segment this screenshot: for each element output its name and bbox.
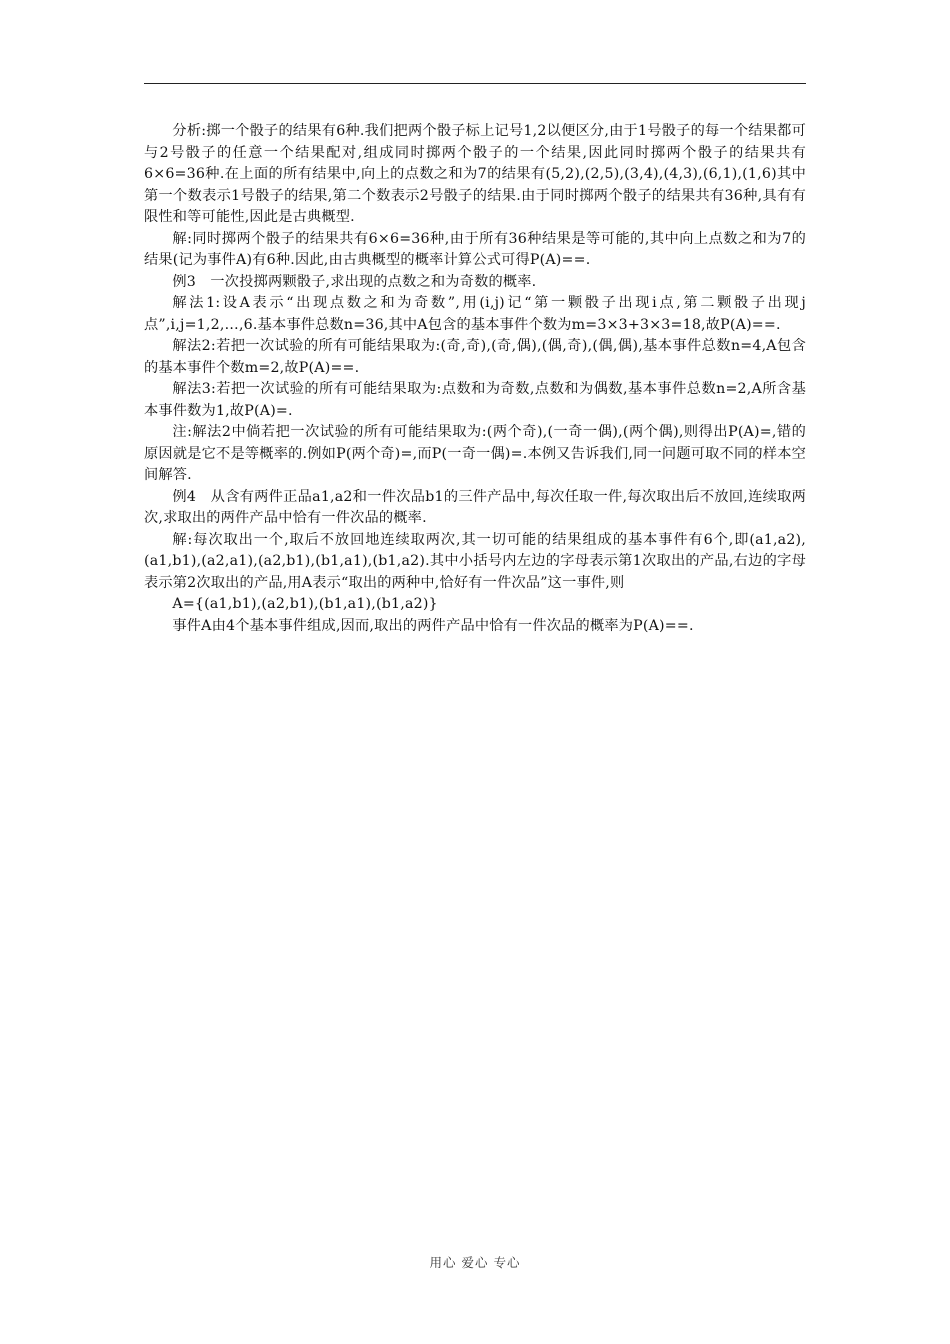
- paragraph-example-3: 例3 一次投掷两颗骰子,求出现的点数之和为奇数的概率.: [172, 273, 537, 290]
- paragraph-example-4-solution: 解:每次取出一个,取后不放回地连续取两次,其一切可能的结果组成的基本事件有6个,即(a1,a2),(a1,b1),(a2,a1),(a2,b1),(b1,a1),(b1,a2).其中小括号内左边的字母表示第1次取出的产品,右边的字母表示第2次取出的产品,用A表示“取出的两种中,恰好有一件次品”这一事件,则: [144, 531, 806, 591]
- paragraph-method-3: 解法3:若把一次试验的所有可能结果取为:点数和为奇数,点数和为偶数,基本事件总数n=2,A所含基本事件数为1,故P(A)=.: [144, 381, 806, 419]
- paragraph-analysis: 分析:掷一个骰子的结果有6种.我们把两个骰子标上记号1,2以便区分,由于1号骰子的每一个结果都可与2号骰子的任意一个结果配对,组成同时掷两个骰子的一个结果,因此同时掷两个骰子的结果共有6×6=36种.在上面的所有结果中,向上的点数之和为7的结果有(5,2),(2,5),(3,4),(4,3),(6,1),(1,6)其中第一个数表示1号骰子的结果,第二个数表示2号骰子的结果.由于同时掷两个骰子的结果共有36种,具有有限性和等可能性,因此是古典概型.: [144, 123, 806, 225]
- paragraph-conclusion: 事件A由4个基本事件组成,因而,取出的两件产品中恰有一件次品的概率为P(A)==.: [172, 617, 694, 634]
- document-body: [144, 121, 806, 637]
- paragraph-solution: 解:同时掷两个骰子的结果共有6×6=36种,由于所有36种结果是等可能的,其中向上点数之和为7的结果(记为事件A)有6种.因此,由古典概型的概率计算公式可得P(A)==.: [144, 230, 806, 268]
- header-rule: [144, 83, 806, 84]
- page-footer: 用心 爱心 专心: [429, 1255, 521, 1270]
- paragraph-method-1: 解法1:设A表示“出现点数之和为奇数”,用(i,j)记“第一颗骰子出现i点,第二颗骰子出现j点”,i,j=1,2,…,6.基本事件总数n=36,其中A包含的基本事件个数为m=3×3+3×3=18,故P(A)==.: [144, 295, 806, 333]
- paragraph-example-4: 例4 从含有两件正品a1,a2和一件次品b1的三件产品中,每次任取一件,每次取出后不放回,连续取两次,求取出的两件产品中恰有一件次品的概率.: [144, 488, 806, 526]
- paragraph-method-2: 解法2:若把一次试验的所有可能结果取为:(奇,奇),(奇,偶),(偶,奇),(偶,偶),基本事件总数n=4,A包含的基本事件个数m=2,故P(A)==.: [144, 338, 806, 376]
- paragraph-note: 注:解法2中倘若把一次试验的所有可能结果取为:(两个奇),(一奇一偶),(两个偶),则得出P(A)=,错的原因就是它不是等概率的.例如P(两个奇)=,而P(一奇一偶)=.本例又告诉我们,同一问题可取不同的样本空间解答.: [144, 424, 806, 483]
- paragraph-set-a: A={(a1,b1),(a2,b1),(b1,a1),(b1,a2)}: [172, 596, 438, 612]
